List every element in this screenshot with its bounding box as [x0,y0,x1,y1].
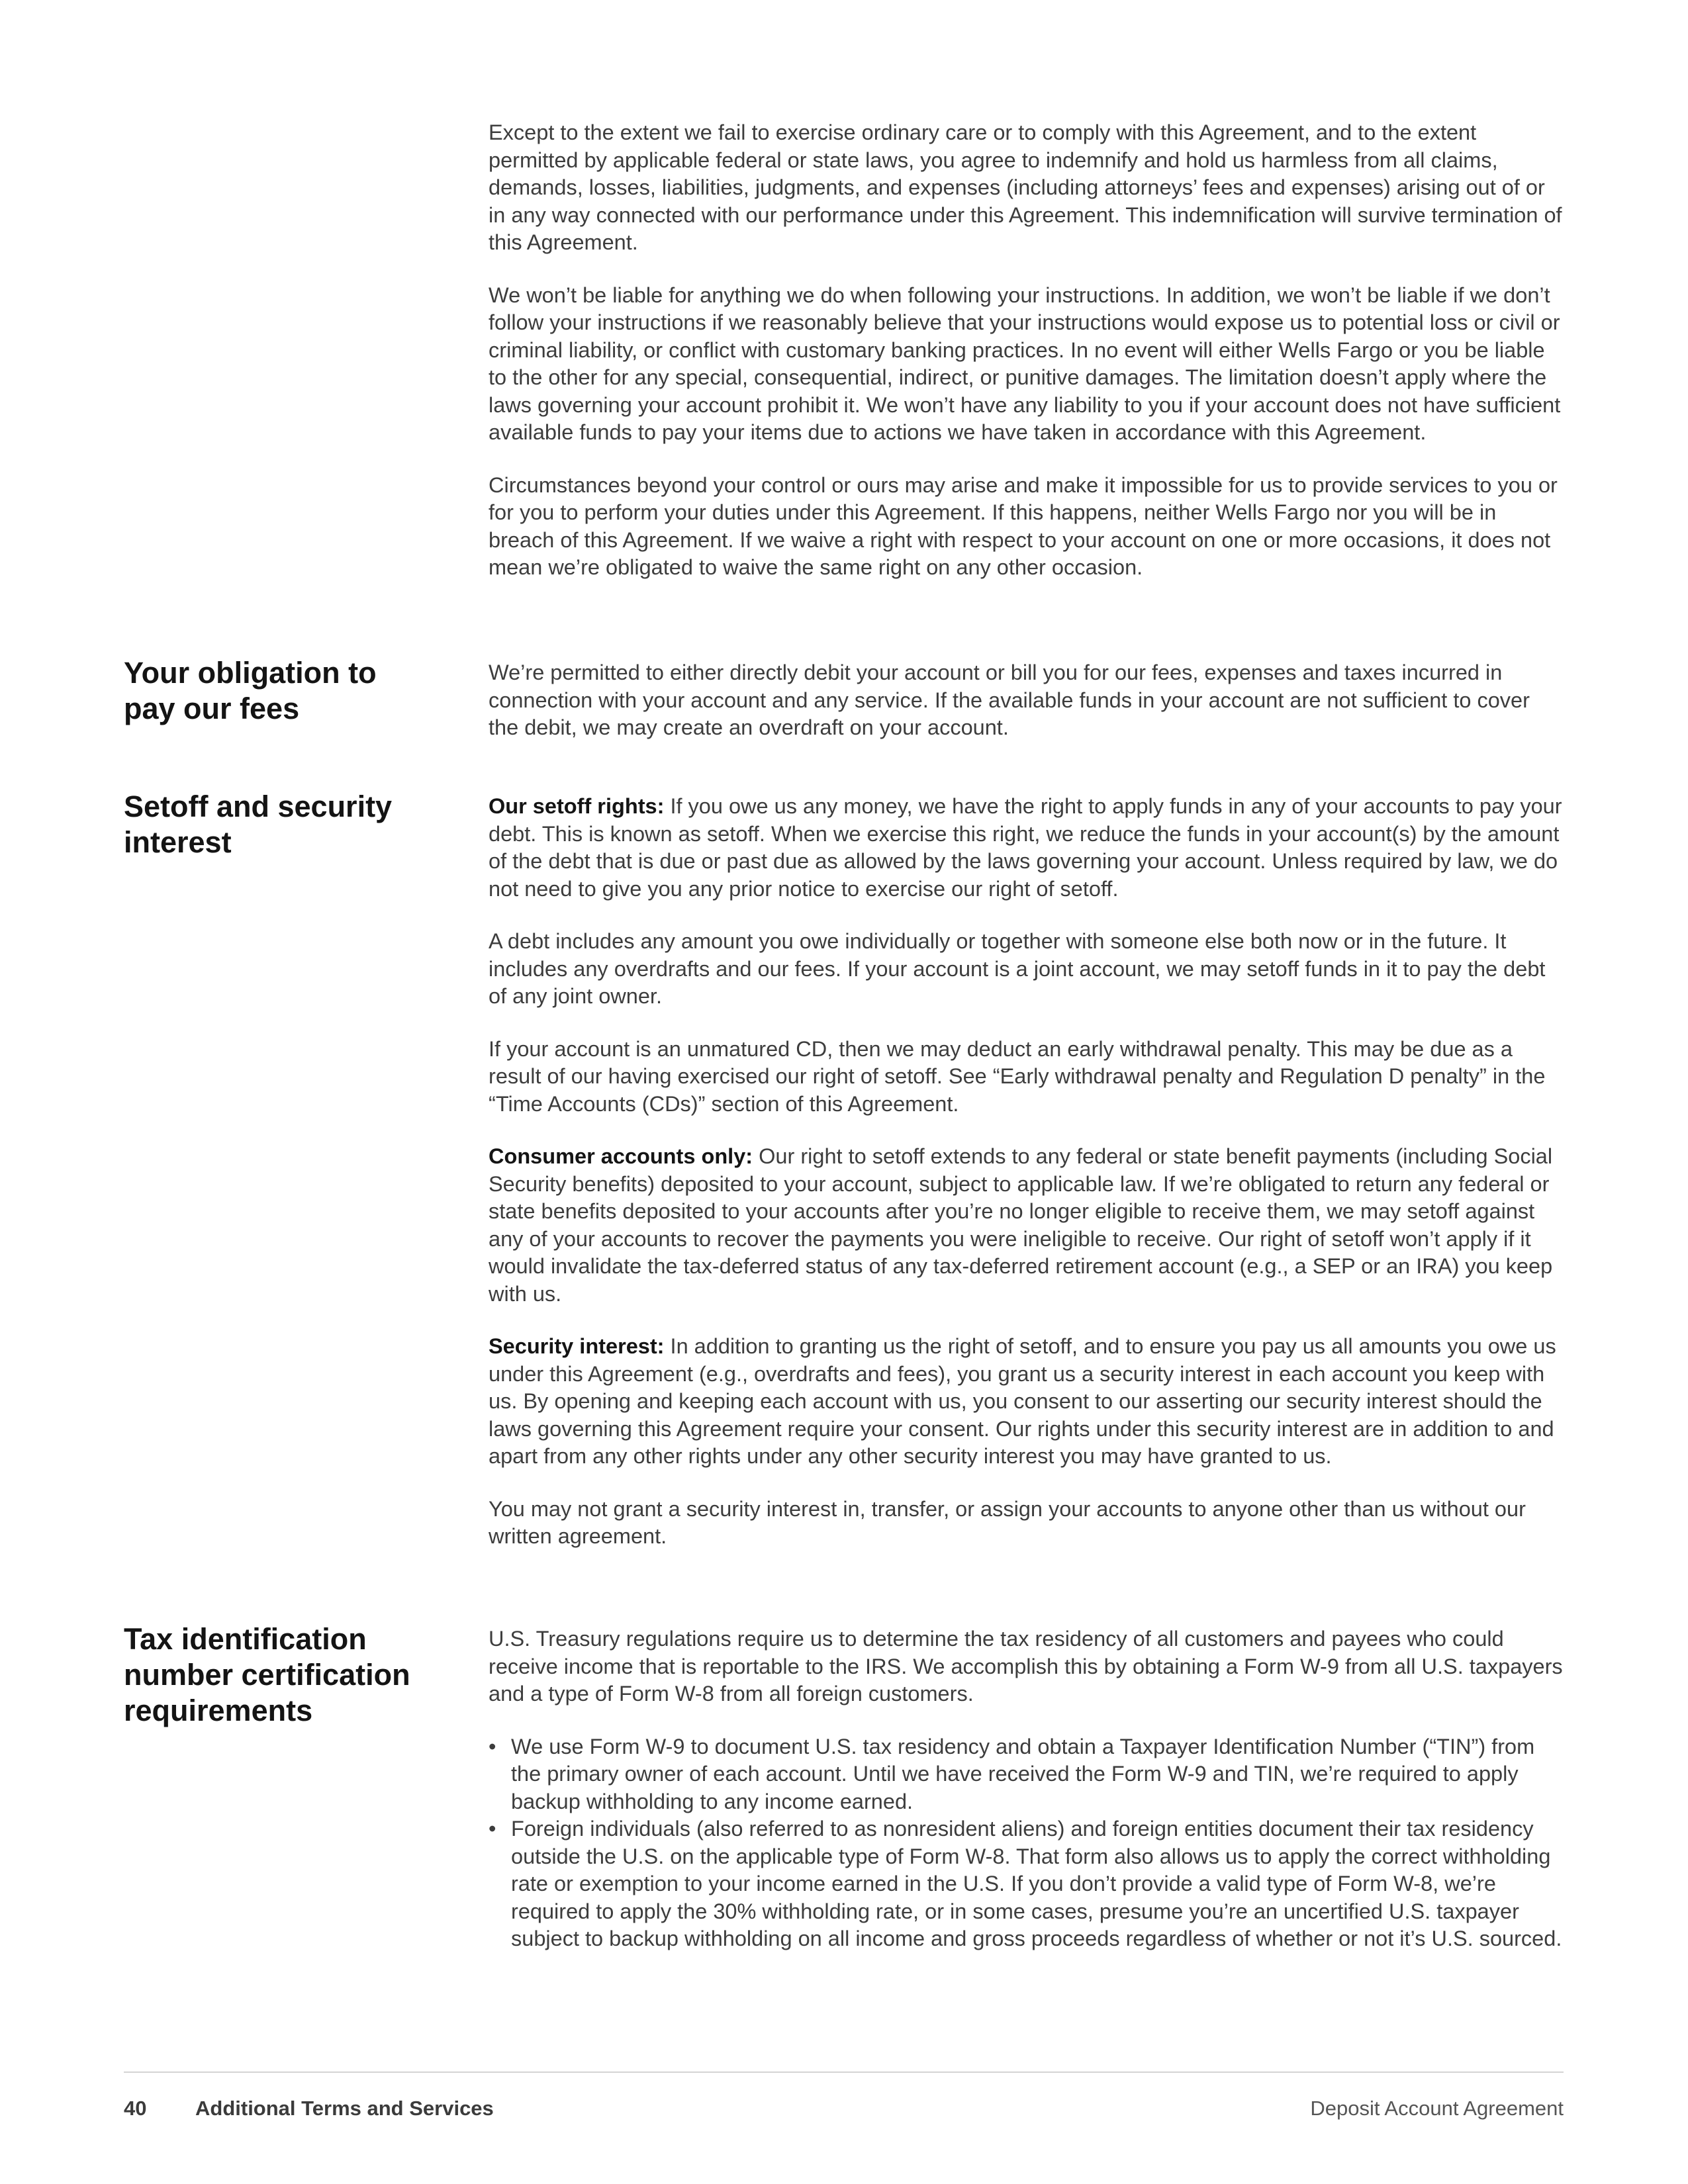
list-item-text: Foreign individuals (also referred to as nonresident aliens) and foreign entities document their tax residency outside the U.S. on the applicable type of Form W-8. That form also allows us to apply the correct withholding rate or exemption to your income earned in the U.S. If you don’t provide a valid type of Form W-8, we’re required to apply the 30% withholding rate, or in some cases, presume you’re an uncertified U.S. taxpayer subject to backup withholding on all income and gross proceeds regardless of whether or not it’s U.S. sourced. [511,1817,1562,1950]
setoff-rights-lead: Our setoff rights: [489,794,665,818]
footer-document-title: Deposit Account Agreement [1310,2097,1564,2120]
consumer-accounts-paragraph [489,1143,1564,1308]
no-assignment-paragraph: You may not grant a security interest in, transfer, or assign your accounts to anyone other than us without our written agreement. [489,1496,1526,1548]
page-number: 40 [124,2097,147,2120]
security-interest-text: In addition to granting us the right of setoff, and to ensure you pay us all amounts you owe us under this Agreement (e.g., overdrafts and fees), you grant us a security interest in each account you keep with us. By opening and keeping each account with us, you consent to our asserting our security interest should the laws governing this Agreement require your consent. Our rights under this security interest are in addition to and apart from any other rights under any other security interest you may have granted to us. [489,1334,1556,1468]
list-item-text: We use Form W-9 to document U.S. tax residency and obtain a Taxpayer Identification Number (“TIN”) from the primary owner of each account. Until we have received the Form W-9 and TIN, we’re required to apply backup withholding to any income earned. [511,1734,1535,1813]
indemnification-section [489,119,1564,582]
setoff-section [489,793,1564,1551]
list-item [489,1733,1564,1816]
fees-heading: Your obligation to pay our fees [124,656,377,725]
indemnification-paragraph: Except to the extent we fail to exercise ordinary care or to comply with this Agreement, and to the extent permitted by applicable federal or state laws, you agree to indemnify and hold us harmless from all claims, demands, losses, liabilities, judgments, and expenses (including attorneys’ fees and expenses) arising out of or in any way connected with our performance under this Agreement. This indemnification will survive termination of this Agreement. [489,120,1562,254]
debt-definition-paragraph: A debt includes any amount you owe individually or together with someone else both now or in the future. It includes any overdrafts and our fees. If your account is a joint account, we may setoff funds in it to pay the debt of any joint owner. [489,929,1546,1008]
consumer-accounts-text: Our right to setoff extends to any federal or state benefit payments (including Social Security benefits) deposited to your account, subject to applicable law. If we’re obligated to return any federal or state benefits deposited to your accounts after you’re no longer eligible to receive them, we may setoff against any of your accounts to recover the payments you were ineligible to receive. Our right of setoff won’t apply if it would invalidate the tax-deferred status of any tax-deferred retirement account (e.g., a SEP or an IRA) you keep with us. [489,1144,1553,1306]
setoff-rights-paragraph [489,793,1564,903]
unmatured-cd-paragraph: If your account is an unmatured CD, then we may deduct an early withdrawal penalty. This may be due as a result of our having exercised our right of setoff. See “Early withdrawal penalty and Regulation D penalty” in the “Time Accounts (CDs)” section of this Agreement. [489,1036,1546,1116]
security-interest-lead: Security interest: [489,1334,665,1358]
consumer-accounts-lead: Consumer accounts only: [489,1144,753,1168]
liability-paragraph: We won’t be liable for anything we do when following your instructions. In addition, we won’t be liable if we don’t follow your instructions if we reasonably believe that your instructions would expose us to potential loss or civil or criminal liability, or conflict with customary banking practices. In no event will either Wells Fargo or you be liable to the other for any special, consequential, indirect, or punitive damages. The limitation doesn’t apply where the laws governing your account prohibit it. We won’t have any liability to you if your account does not have sufficient available funds to pay your items due to actions we have taken in accordance with this Agreement. [489,283,1561,444]
setoff-heading: Setoff and security interest [124,790,393,859]
bullet-icon: • [489,1734,496,1758]
bullet-icon: • [489,1817,496,1841]
force-majeure-paragraph: Circumstances beyond your control or ours may arise and make it impossible for us to provide services to you or for you to perform your duties under this Agreement. If this happens, neither Wells Fargo nor you will be in breach of this Agreement. If we waive a right with respect to your account on one or more occasions, it does not mean we’re obligated to waive the same right on any other occasion. [489,473,1558,579]
tin-heading: Tax identification number certification requirements [124,1622,410,1727]
footer-section-title: Additional Terms and Services [195,2097,494,2120]
tin-bullet-list [489,1733,1564,1953]
tin-intro-paragraph: U.S. Treasury regulations require us to determine the tax residency of all customers and payees who could receive income that is reportable to the IRS. We accomplish this by obtaining a Form W-9 from all U.S. taxpayers and a type of Form W-8 from all foreign customers. [489,1627,1563,1706]
security-interest-paragraph [489,1333,1564,1471]
fees-section [489,659,1564,742]
setoff-rights-text: If you owe us any money, we have the right to apply funds in any of your accounts to pay your debt. This is known as setoff. When we exercise this right, we reduce the funds in your account(s) by the amount of the debt that is due or past due as allowed by the laws governing your account. Unless required by law, we do not need to give you any prior notice to exercise our right of setoff. [489,794,1562,901]
footer-divider [124,2071,1564,2073]
fees-paragraph: We’re permitted to either directly debit your account or bill you for our fees, expenses and taxes incurred in connection with your account and any service. If the available funds in your account are not sufficient to cover the debit, we may create an overdraft on your account. [489,660,1530,739]
list-item [489,1815,1564,1953]
tin-section [489,1625,1564,1953]
